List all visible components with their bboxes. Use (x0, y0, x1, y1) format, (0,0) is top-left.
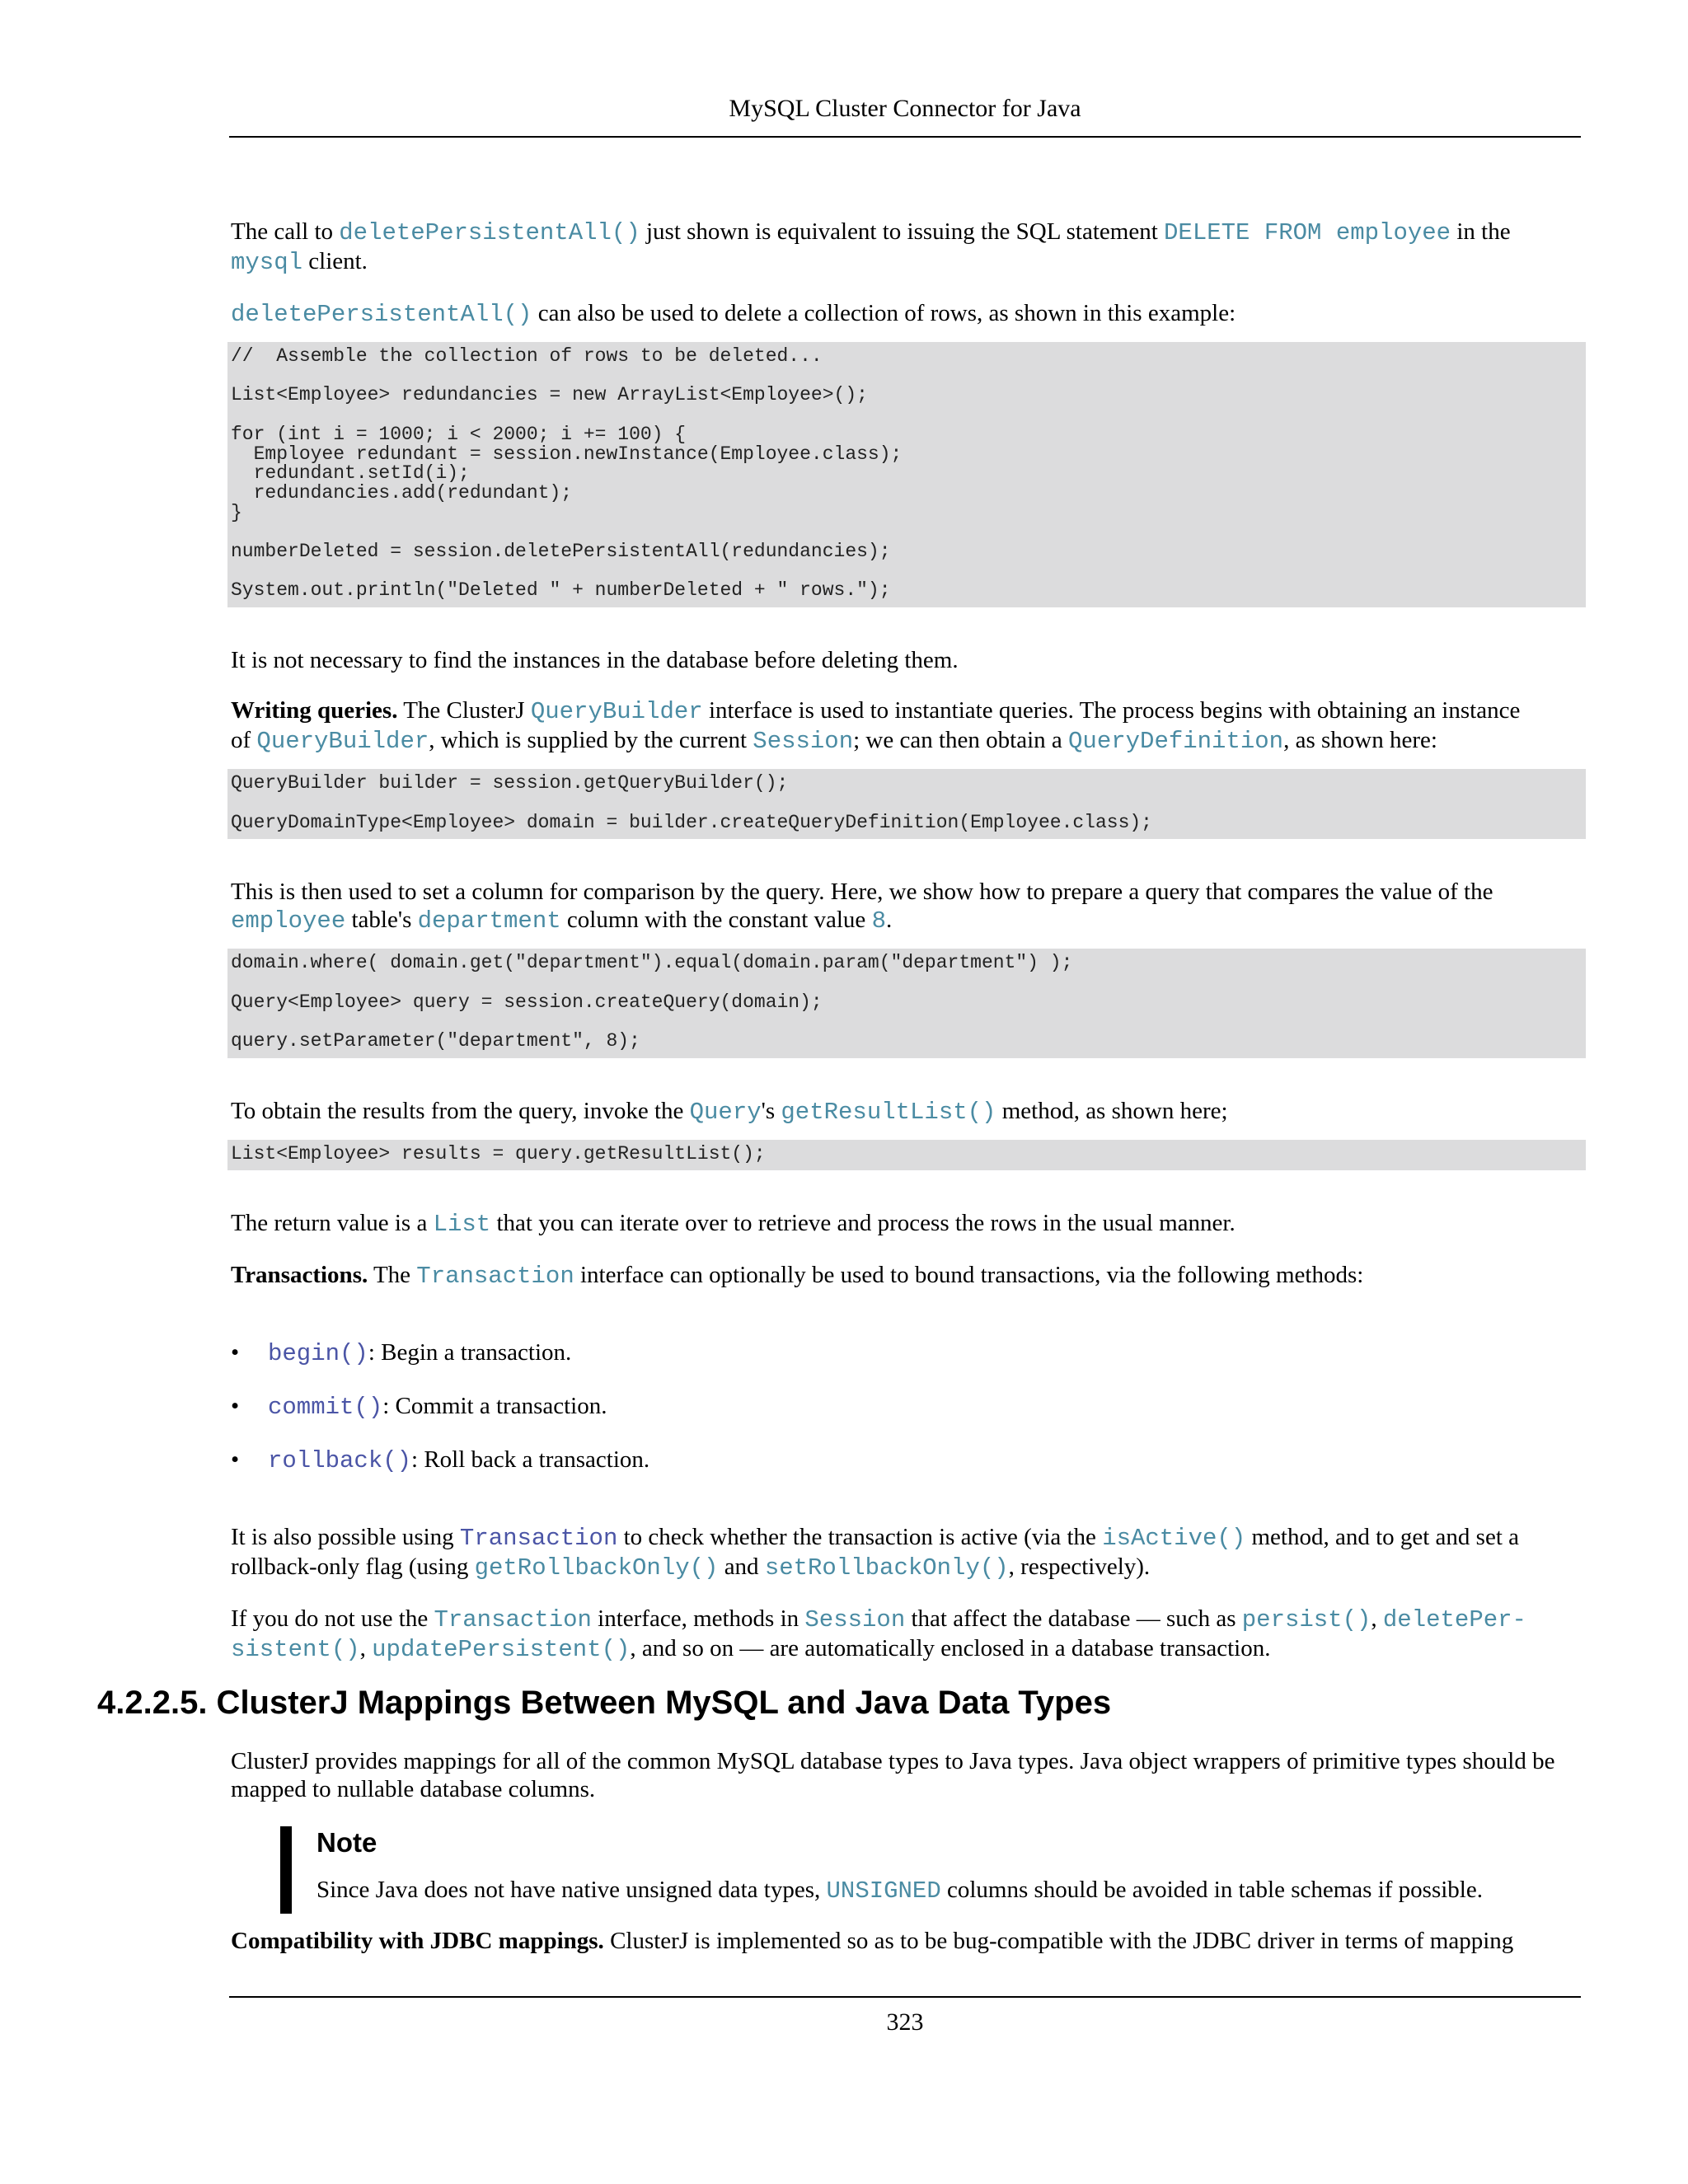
page-number: 323 (886, 2008, 924, 2036)
text: in the (1451, 218, 1511, 245)
text: ClusterJ is implemented so as to be bug-compatible with the JDBC driver in terms of mapping (603, 1928, 1514, 1954)
paragraph-delete-collection (231, 299, 1582, 329)
code-link-Session[interactable]: Session (753, 728, 854, 756)
paragraph-writing-queries (231, 696, 1582, 756)
code-link-Session[interactable]: Session (804, 1606, 906, 1634)
text: , as shown here: (1283, 727, 1437, 754)
code-link-List[interactable]: List (433, 1211, 491, 1239)
header-rule (229, 136, 1581, 138)
text: interface can optionally be used to bound transactions, via the following methods: (574, 1262, 1364, 1289)
code-link-deletePersistent[interactable]: deletePer- (1382, 1606, 1526, 1634)
text: client. (302, 248, 368, 274)
code-link-deletePersistentAll[interactable]: deletePersistentAll() (339, 219, 640, 246)
bullet: • (231, 1339, 240, 1366)
text: , (1371, 1605, 1383, 1633)
code-employee: employee (231, 907, 346, 935)
run-in-heading: Compatibility with JDBC mappings. (231, 1928, 604, 1954)
code-link-begin[interactable]: begin() (268, 1340, 368, 1368)
code-link-Transaction[interactable]: Transaction (459, 1525, 618, 1553)
paragraph-transactions (231, 1261, 1582, 1291)
code-block-delete-collection: // Assemble the collection of rows to be deleted... List<Employee> redundancies = new ArrayList<Employee>(); for (int i = 1000; i < 2000; i += 100) { Employee redundant = session.newInstance(Employee.class); redundant.setId(i); redundancies.add(redundant); } numberDeleted = session.deletePersistentAll(redundancies); System.out.println("Deleted " + numberDeleted + " rows."); (227, 342, 1586, 607)
text: : Roll back a transaction. (411, 1446, 650, 1474)
list-item (231, 1338, 1582, 1368)
code-block-query-where: domain.where( domain.get("department").equal(domain.param("department") ); Query<Employee> query = session.createQuery(domain); query.setParameter("department", 8); (227, 949, 1586, 1058)
list-item (231, 1392, 1582, 1422)
paragraph-auto-transaction (231, 1605, 1582, 1664)
code-link-getResultList[interactable]: getResultList() (781, 1098, 996, 1126)
text: column with the constant value (560, 907, 872, 934)
code-link-QueryBuilder[interactable]: QueryBuilder (256, 728, 429, 756)
run-in-heading: Writing queries. (231, 697, 398, 724)
code-constant: 8 (871, 907, 886, 935)
code-link-isActive[interactable]: isActive() (1102, 1525, 1246, 1553)
paragraph-delete-equivalent (231, 218, 1582, 277)
code-link-QueryDefinition[interactable]: QueryDefinition (1068, 728, 1284, 756)
code-link-deletePersistentAll[interactable]: deletePersistentAll() (231, 301, 532, 328)
note-bar (280, 1826, 292, 1914)
bullet: • (231, 1446, 240, 1474)
text: This is then used to set a column for comparison by the query. Here, we show how to prepare a query that compares the value of the (231, 879, 1493, 906)
code-link-persist[interactable]: persist() (1241, 1606, 1372, 1634)
paragraph-isactive (231, 1523, 1582, 1582)
text: to check whether the transaction is active (via the (617, 1524, 1103, 1551)
code-department: department (417, 907, 561, 935)
text: To obtain the results from the query, invoke the (231, 1097, 690, 1124)
code-block-query-builder: QueryBuilder builder = session.getQueryBuilder(); QueryDomainType<Employee> domain = builder.createQueryDefinition(Employee.class); (227, 769, 1586, 839)
note-title: Note (316, 1827, 377, 1858)
text: ; we can then obtain a (853, 727, 1069, 754)
text: , and so on — are automatically enclosed in a database transaction. (630, 1635, 1271, 1662)
paragraph-mappings-intro: ClusterJ provides mappings for all of the common MySQL database types to Java types. Java object wrappers of primitive types should be mapped to nullable database columns. (231, 1748, 1555, 1802)
code-link-rollback[interactable]: rollback() (268, 1447, 412, 1475)
note-text (316, 1876, 1582, 1905)
code-unsigned: UNSIGNED (826, 1877, 941, 1905)
paragraph-obtain-results (231, 1097, 1582, 1127)
page-body (231, 218, 1582, 1664)
text: , respectively). (1008, 1554, 1151, 1581)
text: It is also possible using (231, 1524, 460, 1551)
paragraph-jdbc-compat (231, 1927, 1582, 1955)
code-sql-statement: DELETE FROM employee (1164, 219, 1451, 246)
text: 's (761, 1097, 781, 1124)
code-link-deletePersistent-cont[interactable]: sistent() (231, 1636, 360, 1664)
text: table's (345, 907, 418, 934)
paragraph-not-necessary: It is not necessary to find the instances in the database before deleting them. (231, 647, 959, 674)
text: rollback-only flag (using (231, 1554, 475, 1581)
text: and (718, 1554, 765, 1581)
code-link-Transaction[interactable]: Transaction (434, 1606, 592, 1634)
text: that affect the database — such as (905, 1605, 1242, 1633)
note-box (280, 1826, 1582, 1905)
code-link-Query[interactable]: Query (689, 1098, 762, 1126)
list-item (231, 1446, 1582, 1475)
text: , (359, 1635, 373, 1662)
text: The call to (231, 218, 340, 245)
code-link-setRollbackOnly[interactable]: setRollbackOnly() (764, 1554, 1009, 1582)
text: can also be used to delete a collection of rows, as shown in this example: (532, 300, 1236, 326)
text: If you do not use the (231, 1605, 434, 1633)
text: : Commit a transaction. (382, 1393, 607, 1420)
section-body (231, 1747, 1582, 1955)
text: The ClusterJ (397, 697, 531, 724)
paragraph-column-comparison (231, 878, 1582, 935)
bullet: • (231, 1393, 240, 1420)
footer-rule (229, 1996, 1581, 1998)
text: The (368, 1262, 417, 1289)
text: method, and to get and set a (1245, 1524, 1520, 1551)
text: : Begin a transaction. (368, 1339, 572, 1366)
text: just shown is equivalent to issuing the SQL statement (640, 218, 1165, 245)
text: that you can iterate over to retrieve and process the rows in the usual manner. (490, 1210, 1236, 1237)
code-link-mysql[interactable]: mysql (231, 249, 303, 276)
code-link-commit[interactable]: commit() (268, 1394, 383, 1422)
text: Since Java does not have native unsigned data types, (316, 1877, 827, 1903)
paragraph-return-value (231, 1209, 1582, 1239)
text: The return value is a (231, 1210, 434, 1237)
running-header: MySQL Cluster Connector for Java (729, 95, 1081, 122)
code-link-getRollbackOnly[interactable]: getRollbackOnly() (474, 1554, 719, 1582)
text: interface is used to instantiate queries. The process begins with obtaining an instance (702, 697, 1521, 724)
transaction-methods-list (231, 1338, 1582, 1475)
text: of (231, 727, 257, 754)
run-in-heading: Transactions. (231, 1262, 368, 1289)
text: , which is supplied by the current (429, 727, 753, 754)
code-link-updatePersistent[interactable]: updatePersistent() (372, 1636, 631, 1664)
code-block-results: List<Employee> results = query.getResultList(); (227, 1140, 1586, 1171)
text: interface, methods in (591, 1605, 805, 1633)
text: columns should be avoided in table schemas if possible. (940, 1877, 1483, 1903)
code-link-Transaction[interactable]: Transaction (416, 1263, 574, 1291)
code-link-QueryBuilder[interactable]: QueryBuilder (530, 698, 703, 726)
section-heading: 4.2.2.5. ClusterJ Mappings Between MySQL and Java Data Types (97, 1685, 1112, 1721)
text: method, as shown here; (996, 1097, 1228, 1124)
text: . (885, 907, 893, 934)
